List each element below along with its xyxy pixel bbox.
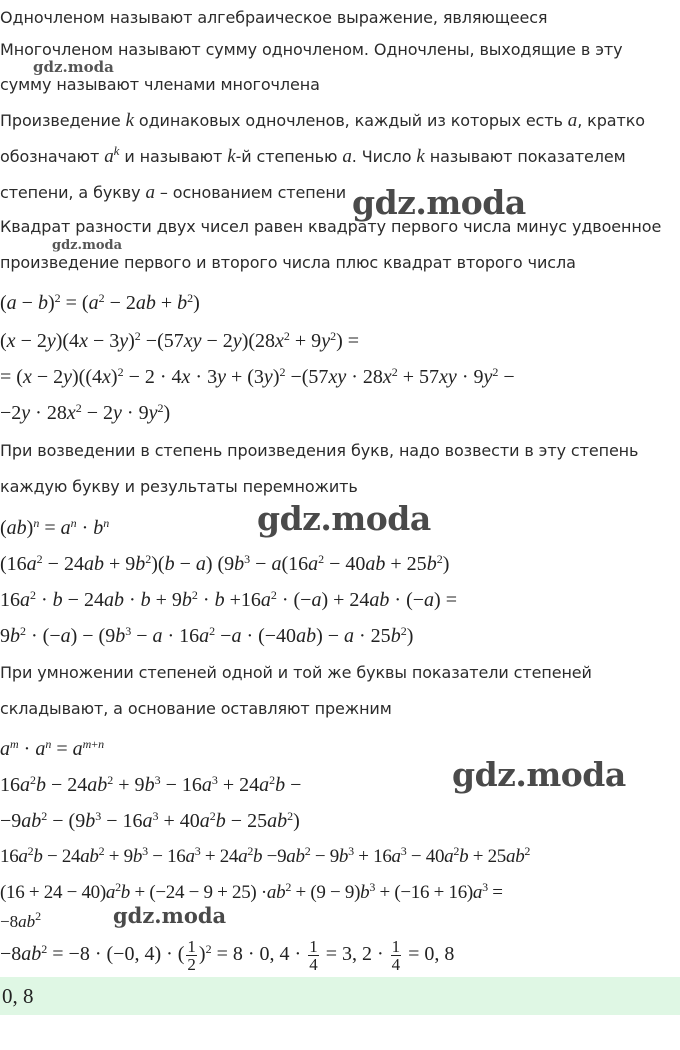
watermark-logo: gdz.moda <box>113 903 227 928</box>
definition-power-line1: Произведение k одинаковых одночленов, каждый из которых есть a, кратко <box>0 110 645 131</box>
definition-monomial: Одночленом называют алгебраическое выражение, являющееся <box>0 8 548 27</box>
multiply-powers-rule-line1: При умножении степеней одной и той же буквы показатели степеней <box>0 663 592 682</box>
multiply-powers-rule-line2: складывают, а основание оставляют прежним <box>0 699 392 718</box>
expression-1-step-2: $-2y \cdot 28x^2 - 2y \cdot 9y^2$) <box>0 401 171 424</box>
expression-2-step-1: $16a^2 \cdot b - 24ab \cdot b + 9b^2 \cdot b +16a^2 \cdot (-a) + 24ab \cdot (-a)$ = <box>0 588 457 611</box>
square-difference-rule-line1: Квадрат разности двух чисел равен квадрату первого числа минус удвоенное <box>0 217 662 236</box>
power-of-product-rule-line2: каждую букву и результаты перемножить <box>0 477 358 496</box>
expression-2-step-2: $9b^2 \cdot (-a) - (9b^3 - a \cdot 16a^2 -a \cdot (-40ab) - a \cdot 25b^2)$ <box>0 624 414 647</box>
answer-value: 0, 8 <box>2 984 34 1008</box>
expression-3-step-2: $16a^2b - 24ab^2 + 9b^3 - 16a^3 + 24a^2b -9ab^2 - 9b^3 + 16a^3 - 40a^2b + 25ab^2$ <box>0 844 531 867</box>
formula-square-difference: $(a - b)^2 = (a^2 - 2ab + b^2)$ <box>0 291 200 314</box>
watermark-logo: gdz.moda <box>33 58 114 76</box>
definition-polynomial-line1: Многочленом называют сумму одночленом. Одночлены, выходящие в эту <box>0 40 623 59</box>
expression-3-result: $-8ab^2$ <box>0 909 42 931</box>
expression-3-step-1: $-9ab^2 - (9b^3 - 16a^3 + 40a^2b - 25ab^2)$ <box>0 809 300 832</box>
watermark-logo: gdz.moda <box>52 238 123 253</box>
answer-box <box>0 977 680 1015</box>
power-of-product-rule-line1: При возведении в степень произведения букв, надо возвести в эту степень <box>0 441 639 460</box>
expression-1: $(x - 2y)(4x - 3y)^2 -(57xy - 2y)(28x^2 + 9y^2)$ = <box>0 329 360 352</box>
definition-power-line2: обозначают $a^k$ и называют k-й степенью a. Число k называют показателем <box>0 143 626 167</box>
definition-power-line3: степени, а букву a – основанием степени <box>0 182 347 203</box>
expression-3: $16a^2b - 24ab^2 + 9b^3 - 16a^3 + 24a^2b$ − <box>0 773 302 796</box>
watermark-logo: gdz.moda <box>352 183 526 222</box>
watermark-logo: gdz.moda <box>452 755 626 794</box>
expression-1-step-1: = $(x - 2y)((4x)^2 - 2 \cdot 4x \cdot 3y + (3y)^2 -(57xy \cdot 28x^2 + 57xy \cdot 9y^2$ − <box>0 365 515 388</box>
definition-polynomial-line2: сумму называют членами многочлена <box>0 75 320 94</box>
formula-power-of-product: $(ab)^n = a^n \cdot b^n$ <box>0 516 110 539</box>
square-difference-rule-line2: произведение первого и второго числа плюс квадрат второго числа <box>0 253 576 272</box>
expression-2: $(16a^2 - 24ab + 9b^2)(b - a) (9b^3 - a(16a^2 - 40ab + 25b^2)$ <box>0 552 450 575</box>
expression-3-step-3: $(16 + 24 - 40)a^2b + (-24 - 9 + 25) \cdot ab^2 + (9 - 9)b^3 + (-16 + 16)a^3$ = <box>0 880 503 903</box>
watermark-logo: gdz.moda <box>257 499 431 538</box>
formula-multiply-powers: $a^m \cdot a^n = a^{m+n}$ <box>0 737 105 760</box>
expression-3-evaluation: $-8ab^2 = -8 \cdot (-0$, 4) · ( $\frac{1}{2}$ )$^2$ = 8 · 0, 4 · $\frac{1}{4}$ = 3, 2 · $\frac{1}{4}$ = 0, 8 <box>0 937 455 974</box>
